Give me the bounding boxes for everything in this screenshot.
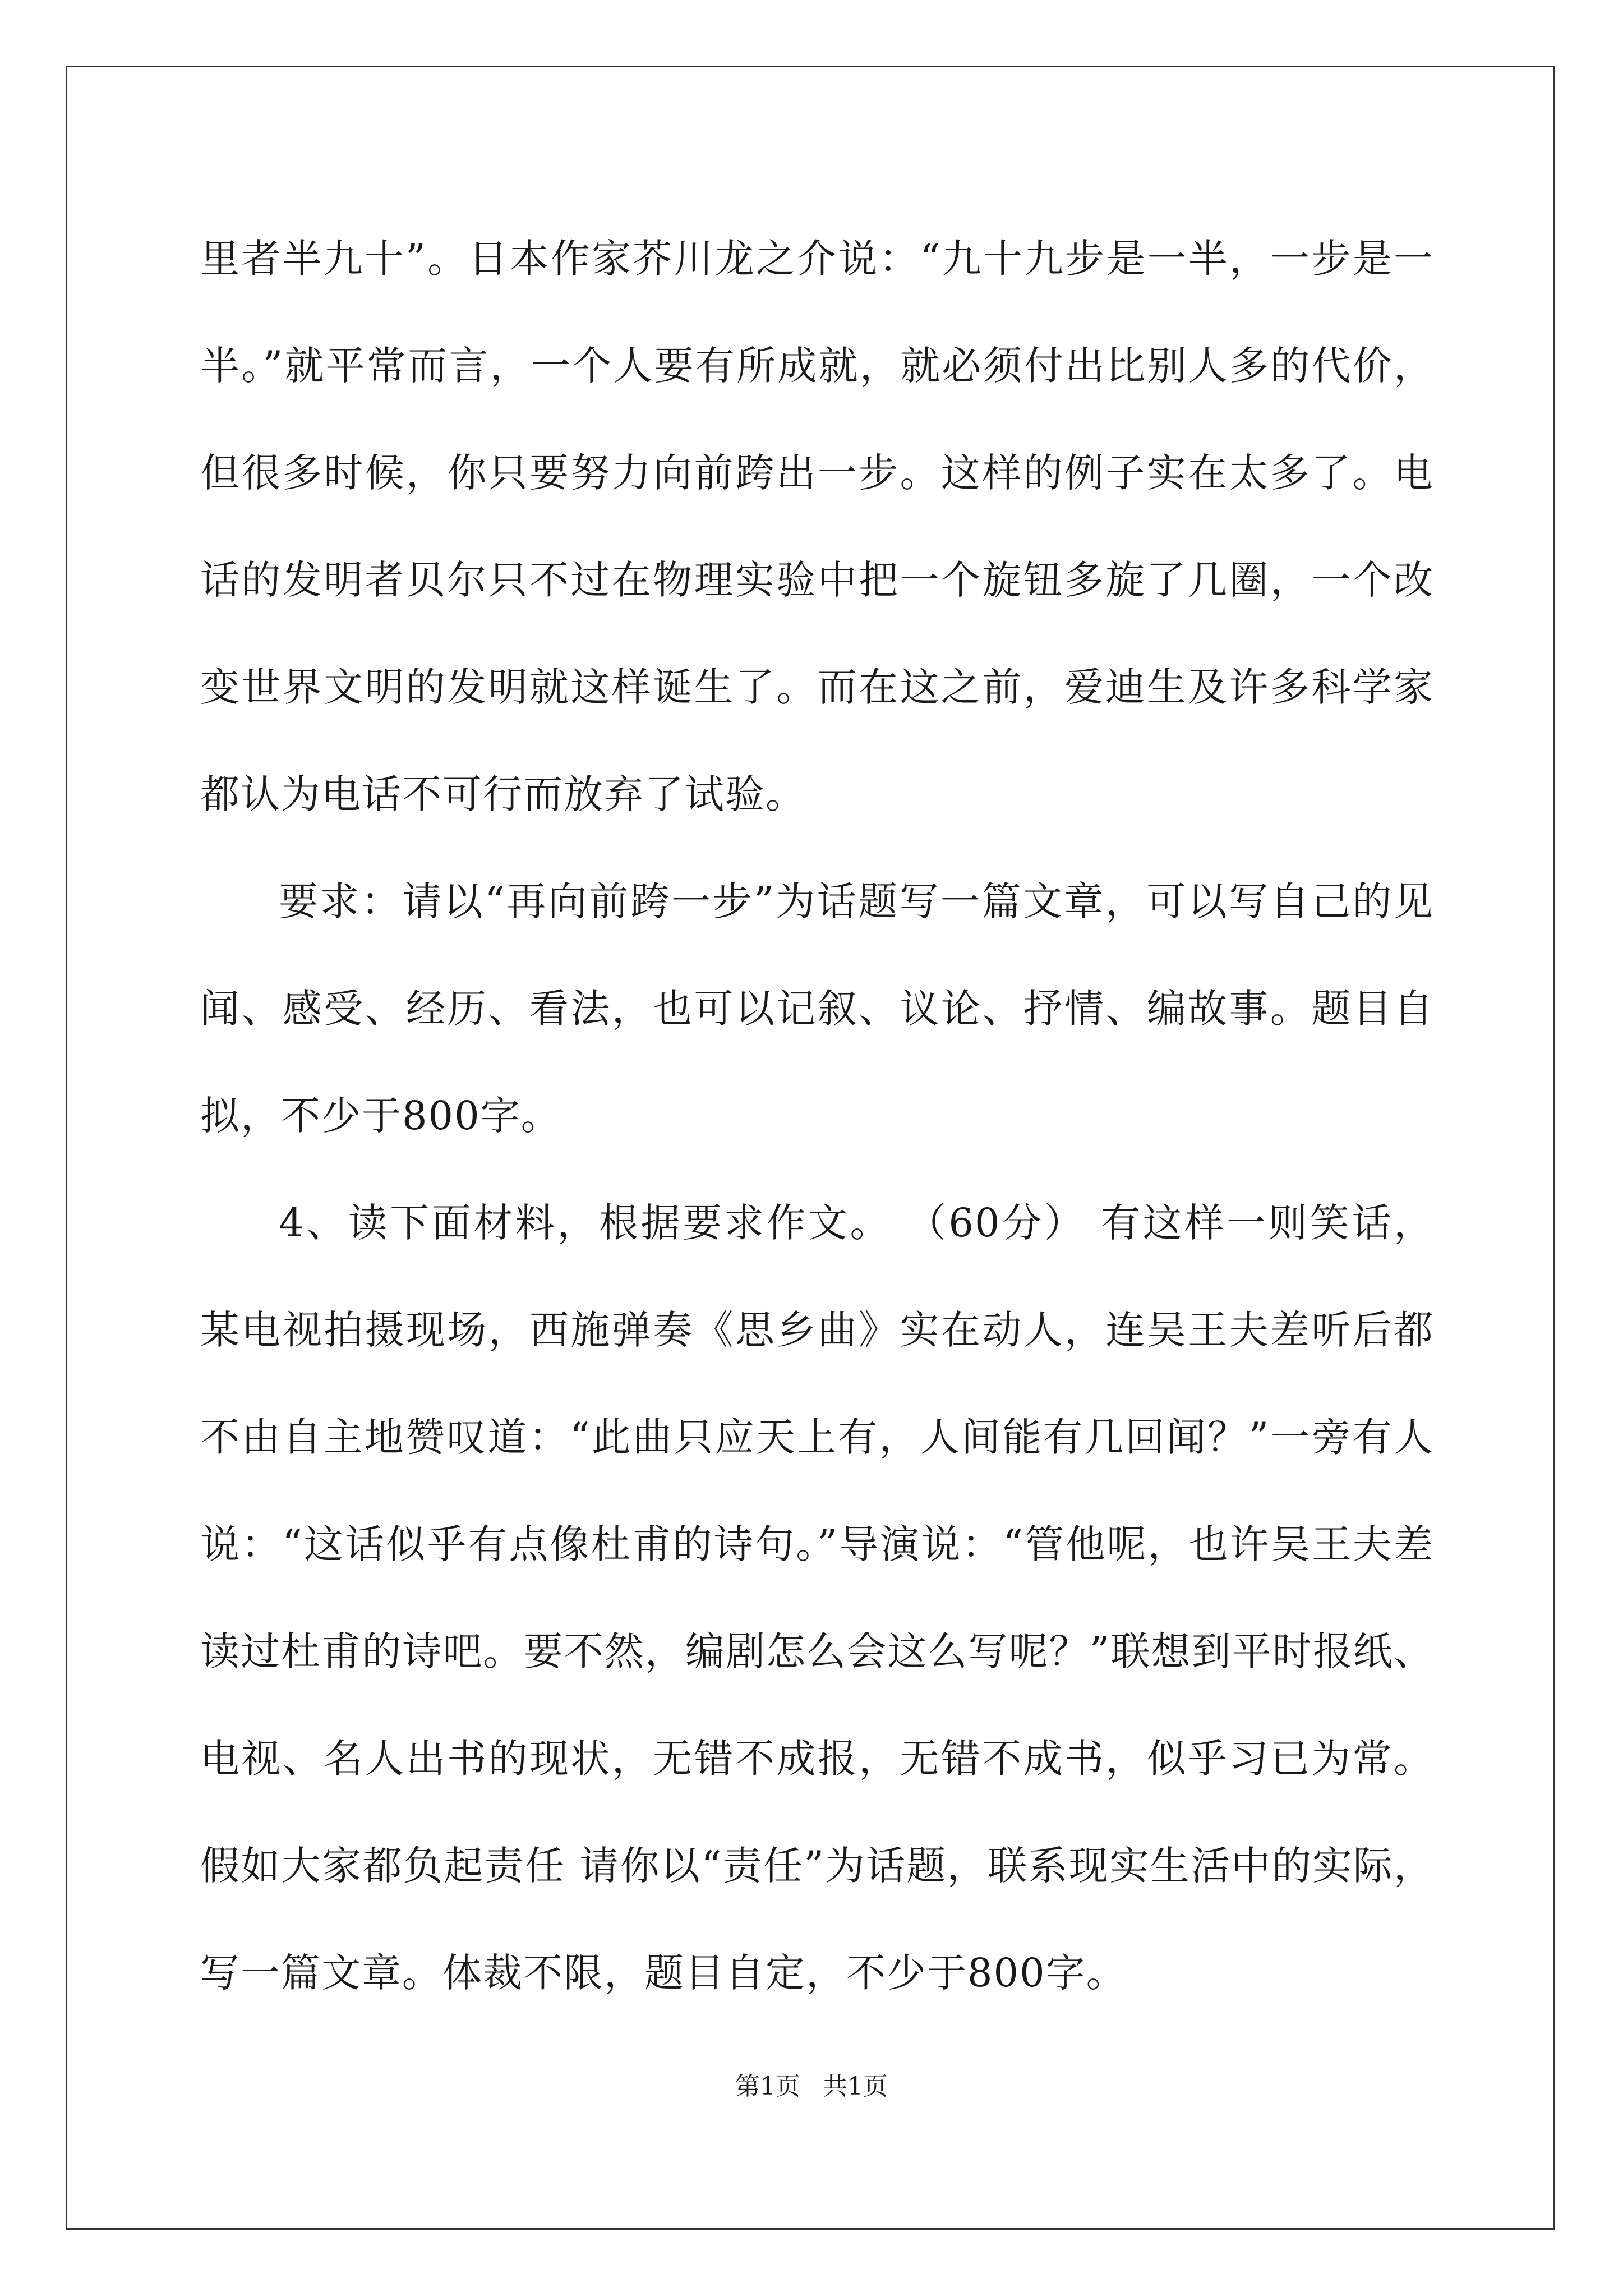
document-body bbox=[200, 205, 1434, 2027]
page-number-total: 共1页 bbox=[823, 2072, 888, 2101]
page-number-current: 第1页 bbox=[735, 2072, 800, 2101]
page-footer bbox=[0, 2070, 1623, 2104]
paragraph-material-1: 里者半九十”。日本作家芥川龙之介说：“九十九步是一半，一步是一半。”就平常而言，一个人要有所成就，就必须付出比别人多的代价，但很多时候，你只要努力向前跨出一步。这样的例子实在太多了。电话的发明者贝尔只不过在物理实验中把一个旋钮多旋了几圈，一个改变世界文明的发明就这样诞生了。而在这之前，爱迪生及许多科学家都认为电话不可行而放弃了试验。 bbox=[200, 236, 1434, 817]
paragraph-requirement: 要求：请以“再向前跨一步”为话题写一篇文章，可以写自己的见闻、感受、经历、看法，也可以记叙、议论、抒情、编故事。题目自拟，不少于800字。 bbox=[200, 878, 1434, 1139]
paragraph-question-4: 4、读下面材料，根据要求作文。 （60分） 有这样一则笑话，某电视拍摄现场，西施弹奏《思乡曲》实在动人，连吴王夫差听后都不由自主地赞叹道：“此曲只应天上有，人间能有几回闻？”一旁有人说：“这话似乎有点像杜甫的诗句。”导演说：“管他呢，也许吴王夫差读过杜甫的诗吧。要不然，编剧怎么会这么写呢？”联想到平时报纸、电视、名人出书的现状，无错不成报，无错不成书，似乎习已为常。假如大家都负起责任 请你以“责任”为话题，联系现实生活中的实际，写一篇文章。体裁不限，题目自定，不少于800字。 bbox=[200, 1200, 1434, 1996]
